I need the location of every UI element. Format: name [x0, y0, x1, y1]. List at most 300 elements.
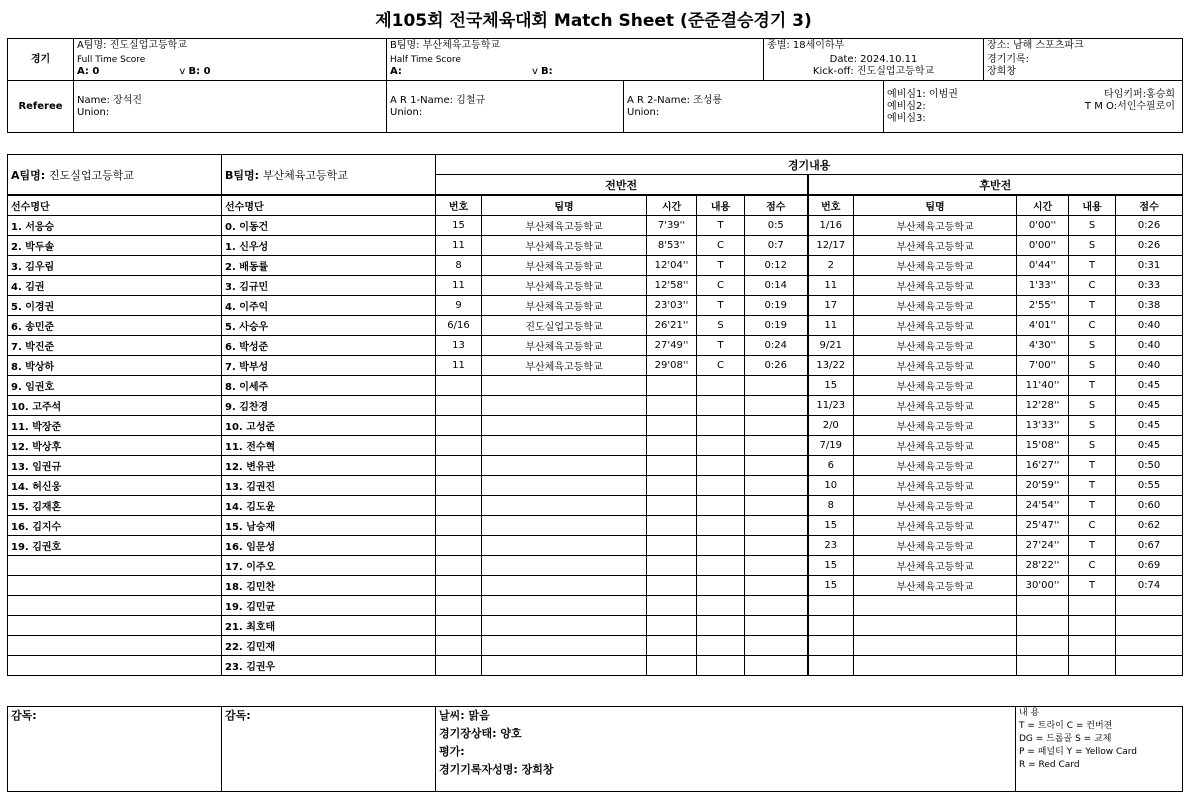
- player-b: 19. 김민균: [222, 596, 436, 616]
- event-cell: 12'58'': [647, 276, 697, 296]
- event-cell: [697, 376, 745, 396]
- event-cell: 부산체육고등학교: [854, 256, 1017, 276]
- table-row: [8, 256, 1183, 276]
- event-cell: 부산체육고등학교: [854, 536, 1017, 556]
- event-cell: 10: [808, 476, 854, 496]
- player-a: 12. 박상후: [8, 436, 222, 456]
- reserve-referee-3: 예비심3:: [887, 112, 926, 124]
- event-cell: [697, 396, 745, 416]
- event-cell: 15: [808, 556, 854, 576]
- event-cell: [482, 416, 647, 436]
- player-b: 14. 김도윤: [222, 496, 436, 516]
- player-b: 0. 이동건: [222, 216, 436, 236]
- event-cell: 부산체육고등학교: [854, 276, 1017, 296]
- event-cell: 0:45: [1116, 396, 1183, 416]
- event-cell: 부산체육고등학교: [854, 396, 1017, 416]
- column-header: 내용: [1069, 195, 1116, 216]
- event-cell: T: [697, 336, 745, 356]
- event-cell: [482, 476, 647, 496]
- event-cell: T: [1069, 256, 1116, 276]
- event-cell: 15: [436, 216, 482, 236]
- event-cell: [1069, 656, 1116, 676]
- event-cell: [697, 636, 745, 656]
- venue-value: 남해 스포츠파크: [1012, 39, 1084, 51]
- event-cell: [436, 636, 482, 656]
- event-cell: [1069, 596, 1116, 616]
- event-cell: 30'00'': [1017, 576, 1069, 596]
- event-cell: 0:26: [1116, 216, 1183, 236]
- full-time-b: B: 0: [188, 66, 211, 78]
- legend: [1016, 707, 1183, 792]
- column-header: 번호: [808, 195, 854, 216]
- team-a-name: 진도실업고등학교: [109, 39, 187, 51]
- event-cell: S: [1069, 336, 1116, 356]
- roster-b-team: [222, 155, 436, 196]
- event-cell: 부산체육고등학교: [854, 336, 1017, 356]
- table-row: [8, 516, 1183, 536]
- ar2-union: Union:: [627, 106, 660, 118]
- roster-b-label: B팀명:: [225, 168, 260, 182]
- column-header: 팀명: [854, 195, 1017, 216]
- event-cell: [745, 476, 808, 496]
- event-cell: 16'27'': [1017, 456, 1069, 476]
- event-cell: 부산체육고등학교: [854, 376, 1017, 396]
- player-a: 7. 박진준: [8, 336, 222, 356]
- category-label: 종별:: [767, 39, 790, 51]
- event-cell: 부산체육고등학교: [854, 356, 1017, 376]
- event-cell: 11: [808, 276, 854, 296]
- event-cell: 부산체육고등학교: [482, 236, 647, 256]
- event-cell: [745, 616, 808, 636]
- event-cell: S: [1069, 416, 1116, 436]
- event-cell: 2: [808, 256, 854, 276]
- event-cell: 8: [436, 256, 482, 276]
- event-cell: 부산체육고등학교: [482, 356, 647, 376]
- legend-title: 내 용: [1019, 708, 1040, 718]
- event-cell: 진도실업고등학교: [482, 316, 647, 336]
- reserve-referee-2: 예비심2:: [887, 100, 926, 112]
- event-cell: 부산체육고등학교: [854, 516, 1017, 536]
- event-cell: [436, 536, 482, 556]
- table-row: [8, 496, 1183, 516]
- event-cell: 0'44'': [1017, 256, 1069, 276]
- column-header: 팀명: [482, 195, 647, 216]
- event-cell: C: [1069, 516, 1116, 536]
- event-cell: [647, 636, 697, 656]
- event-cell: [697, 656, 745, 676]
- event-cell: [436, 456, 482, 476]
- event-cell: T: [1069, 536, 1116, 556]
- half-time-b: B:: [541, 66, 553, 78]
- event-cell: [1017, 656, 1069, 676]
- venue-label: 장소:: [987, 39, 1010, 51]
- event-cell: [745, 656, 808, 676]
- player-a: 6. 송민준: [8, 316, 222, 336]
- event-cell: 0'00'': [1017, 216, 1069, 236]
- weather: 날씨: 맑음: [439, 709, 490, 722]
- event-cell: 13'33'': [1017, 416, 1069, 436]
- event-cell: [854, 656, 1017, 676]
- event-cell: [1017, 596, 1069, 616]
- event-cell: 23'03'': [647, 296, 697, 316]
- event-cell: [647, 416, 697, 436]
- player-a: 1. 서응승: [8, 216, 222, 236]
- event-cell: 20'59'': [1017, 476, 1069, 496]
- event-cell: 부산체육고등학교: [854, 456, 1017, 476]
- event-cell: 0:60: [1116, 496, 1183, 516]
- event-cell: [647, 456, 697, 476]
- event-cell: 13: [436, 336, 482, 356]
- column-header: 점수: [745, 195, 808, 216]
- player-a: 11. 박장준: [8, 416, 222, 436]
- event-cell: [697, 576, 745, 596]
- event-cell: [745, 396, 808, 416]
- event-cell: S: [1069, 216, 1116, 236]
- event-cell: [745, 376, 808, 396]
- legend-line: T = 트라이 C = 컨버젼: [1019, 721, 1113, 731]
- event-cell: 0:7: [745, 236, 808, 256]
- category-value: 18세이하부: [792, 39, 845, 51]
- event-cell: [482, 516, 647, 536]
- event-cell: 0:69: [1116, 556, 1183, 576]
- event-cell: 12/17: [808, 236, 854, 256]
- event-cell: 9/21: [808, 336, 854, 356]
- player-a: 5. 이경권: [8, 296, 222, 316]
- event-cell: [697, 436, 745, 456]
- player-a: [8, 556, 222, 576]
- event-cell: 11'40'': [1017, 376, 1069, 396]
- ar2-name: A R 2-Name: 조성룡: [627, 94, 723, 106]
- table-row: [8, 376, 1183, 396]
- table-row: [8, 316, 1183, 336]
- event-cell: [697, 416, 745, 436]
- player-b: 12. 변유관: [222, 456, 436, 476]
- match-label: 경기: [8, 39, 74, 81]
- player-a: 10. 고주석: [8, 396, 222, 416]
- table-row: [8, 556, 1183, 576]
- event-cell: 부산체육고등학교: [482, 256, 647, 276]
- event-cell: 부산체육고등학교: [854, 216, 1017, 236]
- event-cell: 6: [808, 456, 854, 476]
- event-cell: [745, 436, 808, 456]
- event-cell: C: [1069, 276, 1116, 296]
- referee-label: Referee: [8, 81, 74, 133]
- event-cell: [436, 656, 482, 676]
- event-cell: T: [697, 256, 745, 276]
- event-cell: [745, 576, 808, 596]
- record-name: 장희창: [987, 66, 1017, 78]
- event-cell: 부산체육고등학교: [854, 236, 1017, 256]
- event-cell: [745, 596, 808, 616]
- player-b: 2. 배동률: [222, 256, 436, 276]
- evaluation: 평가:: [439, 745, 465, 758]
- event-cell: [482, 376, 647, 396]
- event-cell: 23: [808, 536, 854, 556]
- event-cell: T: [697, 216, 745, 236]
- event-cell: [697, 556, 745, 576]
- event-cell: S: [1069, 236, 1116, 256]
- event-cell: [436, 616, 482, 636]
- roster-a-team: [8, 155, 222, 196]
- event-cell: 0:40: [1116, 356, 1183, 376]
- event-cell: [647, 476, 697, 496]
- legend-line: DG = 드롭골 S = 교체: [1019, 734, 1112, 744]
- column-header: 시간: [1017, 195, 1069, 216]
- table-row: [8, 536, 1183, 556]
- event-cell: C: [697, 276, 745, 296]
- half-time-v: v: [531, 66, 538, 78]
- match-events-body: [8, 155, 1183, 676]
- player-a: 4. 김권: [8, 276, 222, 296]
- event-cell: T: [1069, 576, 1116, 596]
- full-time-v: v: [179, 66, 186, 78]
- event-cell: [745, 456, 808, 476]
- player-b: 3. 김규민: [222, 276, 436, 296]
- event-cell: [697, 536, 745, 556]
- event-cell: [697, 496, 745, 516]
- event-cell: 11: [436, 356, 482, 376]
- event-cell: T: [1069, 376, 1116, 396]
- event-cell: 25'47'': [1017, 516, 1069, 536]
- event-cell: [647, 576, 697, 596]
- event-cell: [482, 616, 647, 636]
- event-cell: 26'21'': [647, 316, 697, 336]
- event-cell: [1017, 616, 1069, 636]
- event-cell: 0:26: [1116, 236, 1183, 256]
- event-cell: [1069, 636, 1116, 656]
- event-cell: [1069, 616, 1116, 636]
- event-cell: 15: [808, 516, 854, 536]
- event-cell: 11/23: [808, 396, 854, 416]
- event-cell: [1116, 656, 1183, 676]
- player-b: 4. 이주익: [222, 296, 436, 316]
- field-condition: 경기장상태: 양호: [439, 727, 522, 740]
- event-cell: [1116, 636, 1183, 656]
- event-cell: T: [1069, 296, 1116, 316]
- player-b: 1. 신우성: [222, 236, 436, 256]
- event-cell: 부산체육고등학교: [854, 496, 1017, 516]
- event-cell: T: [697, 296, 745, 316]
- event-cell: 7'39'': [647, 216, 697, 236]
- event-cell: 0:5: [745, 216, 808, 236]
- table-row: [8, 336, 1183, 356]
- event-cell: [745, 496, 808, 516]
- event-cell: 1/16: [808, 216, 854, 236]
- event-cell: 11: [436, 236, 482, 256]
- table-row: [8, 616, 1183, 636]
- half-time-a: A:: [390, 66, 402, 78]
- roster-b-name: 부산체육고등학교: [262, 168, 348, 182]
- record-label: 경기기록:: [987, 54, 1030, 66]
- event-cell: 11: [436, 276, 482, 296]
- table-row: [8, 656, 1183, 676]
- event-cell: [436, 376, 482, 396]
- column-header: 시간: [647, 195, 697, 216]
- player-b: 8. 이세주: [222, 376, 436, 396]
- event-cell: [647, 396, 697, 416]
- player-b: 16. 임문성: [222, 536, 436, 556]
- event-cell: 0:38: [1116, 296, 1183, 316]
- table-row: [8, 356, 1183, 376]
- event-cell: 부산체육고등학교: [854, 296, 1017, 316]
- event-cell: C: [1069, 316, 1116, 336]
- event-cell: 2'55'': [1017, 296, 1069, 316]
- event-cell: 7/19: [808, 436, 854, 456]
- event-cell: 24'54'': [1017, 496, 1069, 516]
- event-cell: [647, 656, 697, 676]
- event-cell: 0:45: [1116, 376, 1183, 396]
- event-cell: 부산체육고등학교: [482, 216, 647, 236]
- table-row: [8, 636, 1183, 656]
- full-time-label: Full Time Score: [77, 55, 146, 66]
- tmo: T M O:서인수필로이: [1084, 100, 1176, 112]
- event-cell: 1'33'': [1017, 276, 1069, 296]
- match-header-table: [7, 38, 1183, 133]
- event-cell: 9: [436, 296, 482, 316]
- roster-b-list-label: 선수명단: [222, 195, 436, 216]
- event-cell: [482, 496, 647, 516]
- event-cell: 15: [808, 576, 854, 596]
- event-cell: 0:40: [1116, 316, 1183, 336]
- event-cell: [482, 556, 647, 576]
- event-cell: [808, 656, 854, 676]
- event-cell: [745, 636, 808, 656]
- roster-a-name: 진도실업고등학교: [49, 168, 135, 182]
- ar1-name: A R 1-Name: 김철규: [390, 94, 486, 106]
- event-cell: 0:40: [1116, 336, 1183, 356]
- table-row: [8, 456, 1183, 476]
- player-a: 13. 임권규: [8, 456, 222, 476]
- event-cell: 부산체육고등학교: [482, 276, 647, 296]
- event-cell: [482, 636, 647, 656]
- player-b: 18. 김민찬: [222, 576, 436, 596]
- player-a: 19. 김권호: [8, 536, 222, 556]
- table-row: [8, 436, 1183, 456]
- team-b-label: B팀명:: [390, 39, 420, 51]
- event-cell: 0:19: [745, 296, 808, 316]
- player-a: 3. 김우림: [8, 256, 222, 276]
- player-a: 14. 허신웅: [8, 476, 222, 496]
- column-header: 번호: [436, 195, 482, 216]
- event-cell: 7'00'': [1017, 356, 1069, 376]
- event-cell: [482, 656, 647, 676]
- column-header: 내용: [697, 195, 745, 216]
- event-cell: 29'08'': [647, 356, 697, 376]
- player-b: 6. 박성준: [222, 336, 436, 356]
- event-cell: [745, 516, 808, 536]
- half-time-label: Half Time Score: [390, 55, 461, 66]
- event-cell: 8'53'': [647, 236, 697, 256]
- player-a: [8, 616, 222, 636]
- event-cell: 4'01'': [1017, 316, 1069, 336]
- event-cell: [808, 636, 854, 656]
- match-date: Date: 2024.10.11: [829, 54, 918, 66]
- event-cell: [697, 516, 745, 536]
- reserve-referee-1: 예비심1: 이범권: [887, 88, 958, 100]
- column-header: 점수: [1116, 195, 1183, 216]
- table-row: [8, 596, 1183, 616]
- table-row: [8, 416, 1183, 436]
- event-cell: 부산체육고등학교: [854, 316, 1017, 336]
- event-cell: [1017, 636, 1069, 656]
- event-cell: [647, 596, 697, 616]
- full-time-a: A: 0: [77, 66, 100, 78]
- event-cell: 부산체육고등학교: [854, 436, 1017, 456]
- roster-a-list-label: 선수명단: [8, 195, 222, 216]
- event-cell: 2/0: [808, 416, 854, 436]
- event-cell: 27'49'': [647, 336, 697, 356]
- player-a: 15. 김재혼: [8, 496, 222, 516]
- event-cell: S: [697, 316, 745, 336]
- event-cell: 부산체육고등학교: [854, 576, 1017, 596]
- event-cell: [745, 556, 808, 576]
- event-cell: C: [697, 356, 745, 376]
- event-cell: T: [1069, 496, 1116, 516]
- events-title: 경기내용: [436, 155, 1183, 175]
- player-b: 7. 박부성: [222, 356, 436, 376]
- player-a: 16. 김지수: [8, 516, 222, 536]
- event-cell: [436, 556, 482, 576]
- kickoff: Kick-off: 진도실업고등학교: [812, 66, 935, 78]
- ar1-union: Union:: [390, 106, 423, 118]
- player-b: 21. 최호태: [222, 616, 436, 636]
- event-cell: [436, 496, 482, 516]
- event-cell: 0:67: [1116, 536, 1183, 556]
- event-cell: 0:62: [1116, 516, 1183, 536]
- event-cell: [1116, 596, 1183, 616]
- team-a-label: A팀명:: [77, 39, 107, 51]
- event-cell: [647, 496, 697, 516]
- event-cell: [647, 436, 697, 456]
- legend-line: P = 패널티 Y = Yellow Card: [1019, 747, 1138, 757]
- table-row: [8, 276, 1183, 296]
- coach-a: 감독:: [8, 707, 222, 792]
- event-cell: 0:50: [1116, 456, 1183, 476]
- legend-line: R = Red Card: [1019, 760, 1080, 770]
- event-cell: C: [1069, 556, 1116, 576]
- event-cell: S: [1069, 396, 1116, 416]
- event-cell: 13/22: [808, 356, 854, 376]
- event-cell: [436, 396, 482, 416]
- event-cell: 0:74: [1116, 576, 1183, 596]
- player-a: [8, 576, 222, 596]
- player-a: [8, 636, 222, 656]
- recorder: 경기기록자성명: 장희창: [439, 763, 554, 776]
- event-cell: 15'08'': [1017, 436, 1069, 456]
- event-cell: 15: [808, 376, 854, 396]
- event-cell: [482, 536, 647, 556]
- event-cell: 0:33: [1116, 276, 1183, 296]
- event-cell: 0:31: [1116, 256, 1183, 276]
- event-cell: 0:12: [745, 256, 808, 276]
- event-cell: 부산체육고등학교: [854, 476, 1017, 496]
- player-a: [8, 596, 222, 616]
- event-cell: [1116, 616, 1183, 636]
- table-row: [8, 476, 1183, 496]
- event-cell: [745, 536, 808, 556]
- table-row: [8, 236, 1183, 256]
- event-cell: 0:14: [745, 276, 808, 296]
- event-cell: 0'00'': [1017, 236, 1069, 256]
- event-cell: 부산체육고등학교: [854, 416, 1017, 436]
- event-cell: 부산체육고등학교: [854, 556, 1017, 576]
- player-a: [8, 656, 222, 676]
- referee-name: Name: 장석진: [77, 94, 143, 106]
- table-row: [8, 576, 1183, 596]
- event-cell: [436, 436, 482, 456]
- event-cell: [482, 596, 647, 616]
- event-cell: 17: [808, 296, 854, 316]
